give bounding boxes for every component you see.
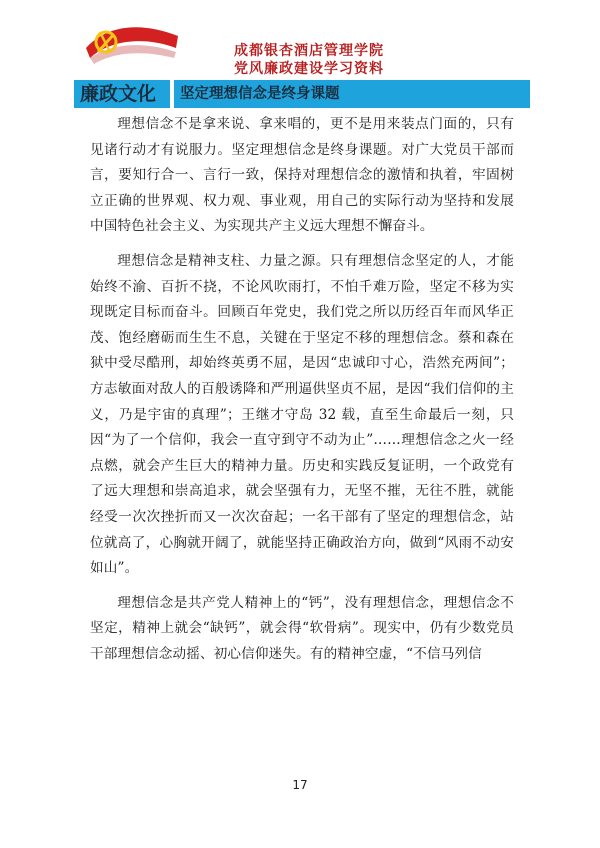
paragraph: 理想信念是精神支柱、力量之源。只有理想信念坚定的人，才能始终不渝、百折不挠，不论风吹雨打，不怕千难万险，坚定不移为实现既定目标而奋斗。回顾百年党史，我们党之所以历经百年而风华正茂、饱经磨砺而生生不息，关键在于坚定不移的理想信念。蔡和森在狱中受尽酷刑，却始终英勇不屈，是因“忠诚印寸心，浩然充两间”；方志敏面对敌人的百般诱降和严刑逼供坚贞不屈，是因“我们信仰的主义，乃是宇宙的真理”；王继才守岛 32 载，直至生命最后一刻，只因“为了一个信仰，我会一直守到守不动为止”……理想信念之火一经点燃，就会产生巨大的精神力量。历史和实践反复证明，一个政党有了远大理想和崇高追求，就会坚强有力，无坚不摧，无往不胜，就能经受一次次挫折而又一次次奋起；一名干部有了坚定的理想信念，站位就高了，心胸就开阔了，就能坚持正确政治方向，做到“风雨不动安如山”。 — [90, 252, 514, 577]
institution-name: 成都银杏酒店管理学院 — [234, 43, 384, 59]
category-tag: 廉政文化 — [80, 83, 157, 105]
article-body — [90, 112, 514, 676]
page-number: 17 — [292, 778, 308, 792]
paragraph: 理想信念是共产党人精神上的“钙”，没有理想信念，理想信念不坚定，精神上就会“缺钙”，就会得“软骨病”。现实中，仍有少数党员干部理想信念动摇、初心信仰迷失。有的精神空虚，“不信马列信 — [90, 594, 514, 662]
article-title: 坚定理想信念是终身课题 — [180, 86, 340, 102]
paragraph: 理想信念不是拿来说、拿来唱的，更不是用来装点门面的，只有见诸行动才有说服力。坚定理想信念是终身课题。对广大党员干部而言，要知行合一、言行一致，保持对理想信念的激情和执着，牢固树立正确的世界观、权力观、事业观，用自己的实际行动为坚持和发展中国特色社会主义、为实现共产主义远大理想不懈奋斗。 — [90, 116, 514, 235]
banner-divider — [170, 80, 174, 108]
page-header — [0, 0, 600, 78]
party-emblem-flag-icon — [80, 18, 180, 74]
document-subtitle: 党风廉政建设学习资料 — [234, 61, 384, 77]
section-banner — [74, 80, 530, 108]
